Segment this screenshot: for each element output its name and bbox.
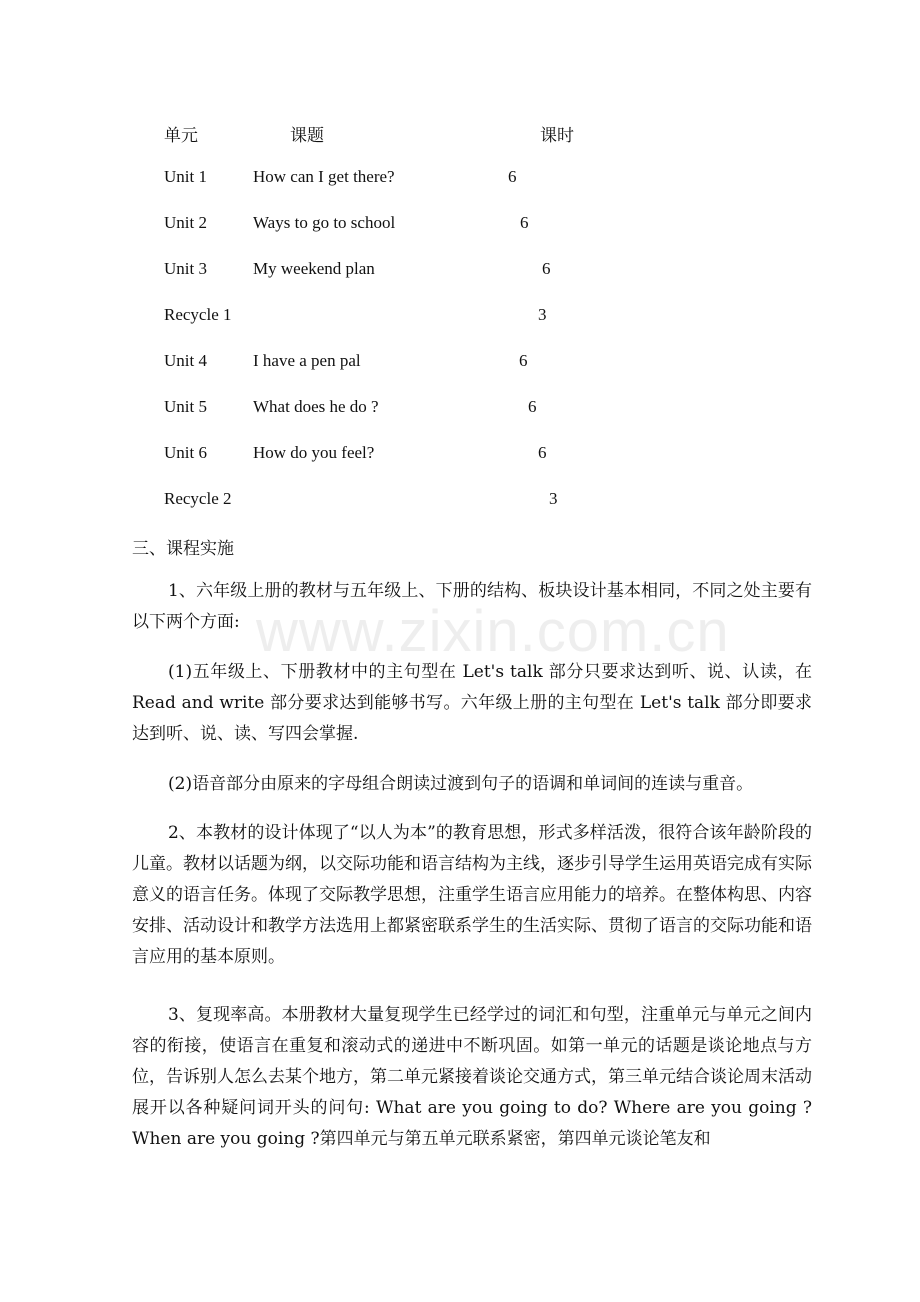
row-unit: Unit 3 <box>164 259 207 278</box>
paragraph-4 <box>132 818 812 973</box>
header-unit: 单元 <box>164 126 198 145</box>
row-hours: 3 <box>549 489 558 508</box>
row-hours: 6 <box>519 351 528 370</box>
header-hours: 课时 <box>540 126 574 145</box>
row-title: My weekend plan <box>253 259 375 278</box>
header-title: 课题 <box>290 126 324 145</box>
row-hours: 3 <box>538 305 547 324</box>
row-title: Ways to go to school <box>253 213 396 232</box>
row-unit: Unit 1 <box>164 167 207 186</box>
row-unit: Recycle 1 <box>164 305 232 324</box>
row-hours: 6 <box>520 213 529 232</box>
row-title: I have a pen pal <box>253 351 361 370</box>
paragraph-text: 3、复现率高。本册教材大量复现学生已经学过的词汇和句型，注重单元与单元之间内容的衔接，使语言在重复和滚动式的递进中不断巩固。如第一单元的话题是谈论地点与方位，告诉别人怎么去某个地方，第二单元紧接着谈论交通方式，第三单元结合谈论周末活动展开以各种疑问词开头的问句: What are you going to do? Where are you going ? When are you going ?第四单元与第五单元联系紧密，第四单元谈论笔友和 <box>132 1005 812 1149</box>
row-title: How can I get there? <box>253 167 395 186</box>
paragraph-text: (1)五年级上、下册教材中的主句型在 Let's talk 部分只要求达到听、说、认读，在 Read and write 部分要求达到能够书写。六年级上册的主句型在 Let's talk 部分即要求达到听、说、读、写四会掌握. <box>132 662 812 744</box>
row-title: What does he do ? <box>253 397 379 416</box>
section-heading: 三、课程实施 <box>132 539 234 559</box>
row-hours: 6 <box>528 397 537 416</box>
row-hours: 6 <box>508 167 517 186</box>
row-unit: Recycle 2 <box>164 489 232 508</box>
watermark: www.zixin.com.cn <box>256 599 730 664</box>
paragraph-5 <box>132 1000 812 1155</box>
paragraph-1 <box>132 576 812 638</box>
row-hours: 6 <box>538 443 547 462</box>
paragraph-3 <box>132 769 812 800</box>
row-unit: Unit 5 <box>164 397 207 416</box>
row-unit: Unit 4 <box>164 351 207 370</box>
row-hours: 6 <box>542 259 551 278</box>
paragraph-2 <box>132 657 812 750</box>
paragraph-text: 2、本教材的设计体现了“以人为本”的教育思想，形式多样活泼，很符合该年龄阶段的儿童。教材以话题为纲，以交际功能和语言结构为主线，逐步引导学生运用英语完成有实际意义的语言任务。体现了交际教学思想，注重学生语言应用能力的培养。在整体构思、内容安排、活动设计和教学方法选用上都紧密联系学生的生活实际、贯彻了语言的交际功能和语言应用的基本原则。 <box>132 823 812 967</box>
paragraph-text: 1、六年级上册的教材与五年级上、下册的结构、板块设计基本相同，不同之处主要有以下两个方面: <box>132 581 812 632</box>
row-unit: Unit 6 <box>164 443 207 462</box>
paragraph-text: (2)语音部分由原来的字母组合朗读过渡到句子的语调和单词间的连读与重音。 <box>168 774 754 794</box>
row-title: How do you feel? <box>253 443 375 462</box>
row-unit: Unit 2 <box>164 213 207 232</box>
